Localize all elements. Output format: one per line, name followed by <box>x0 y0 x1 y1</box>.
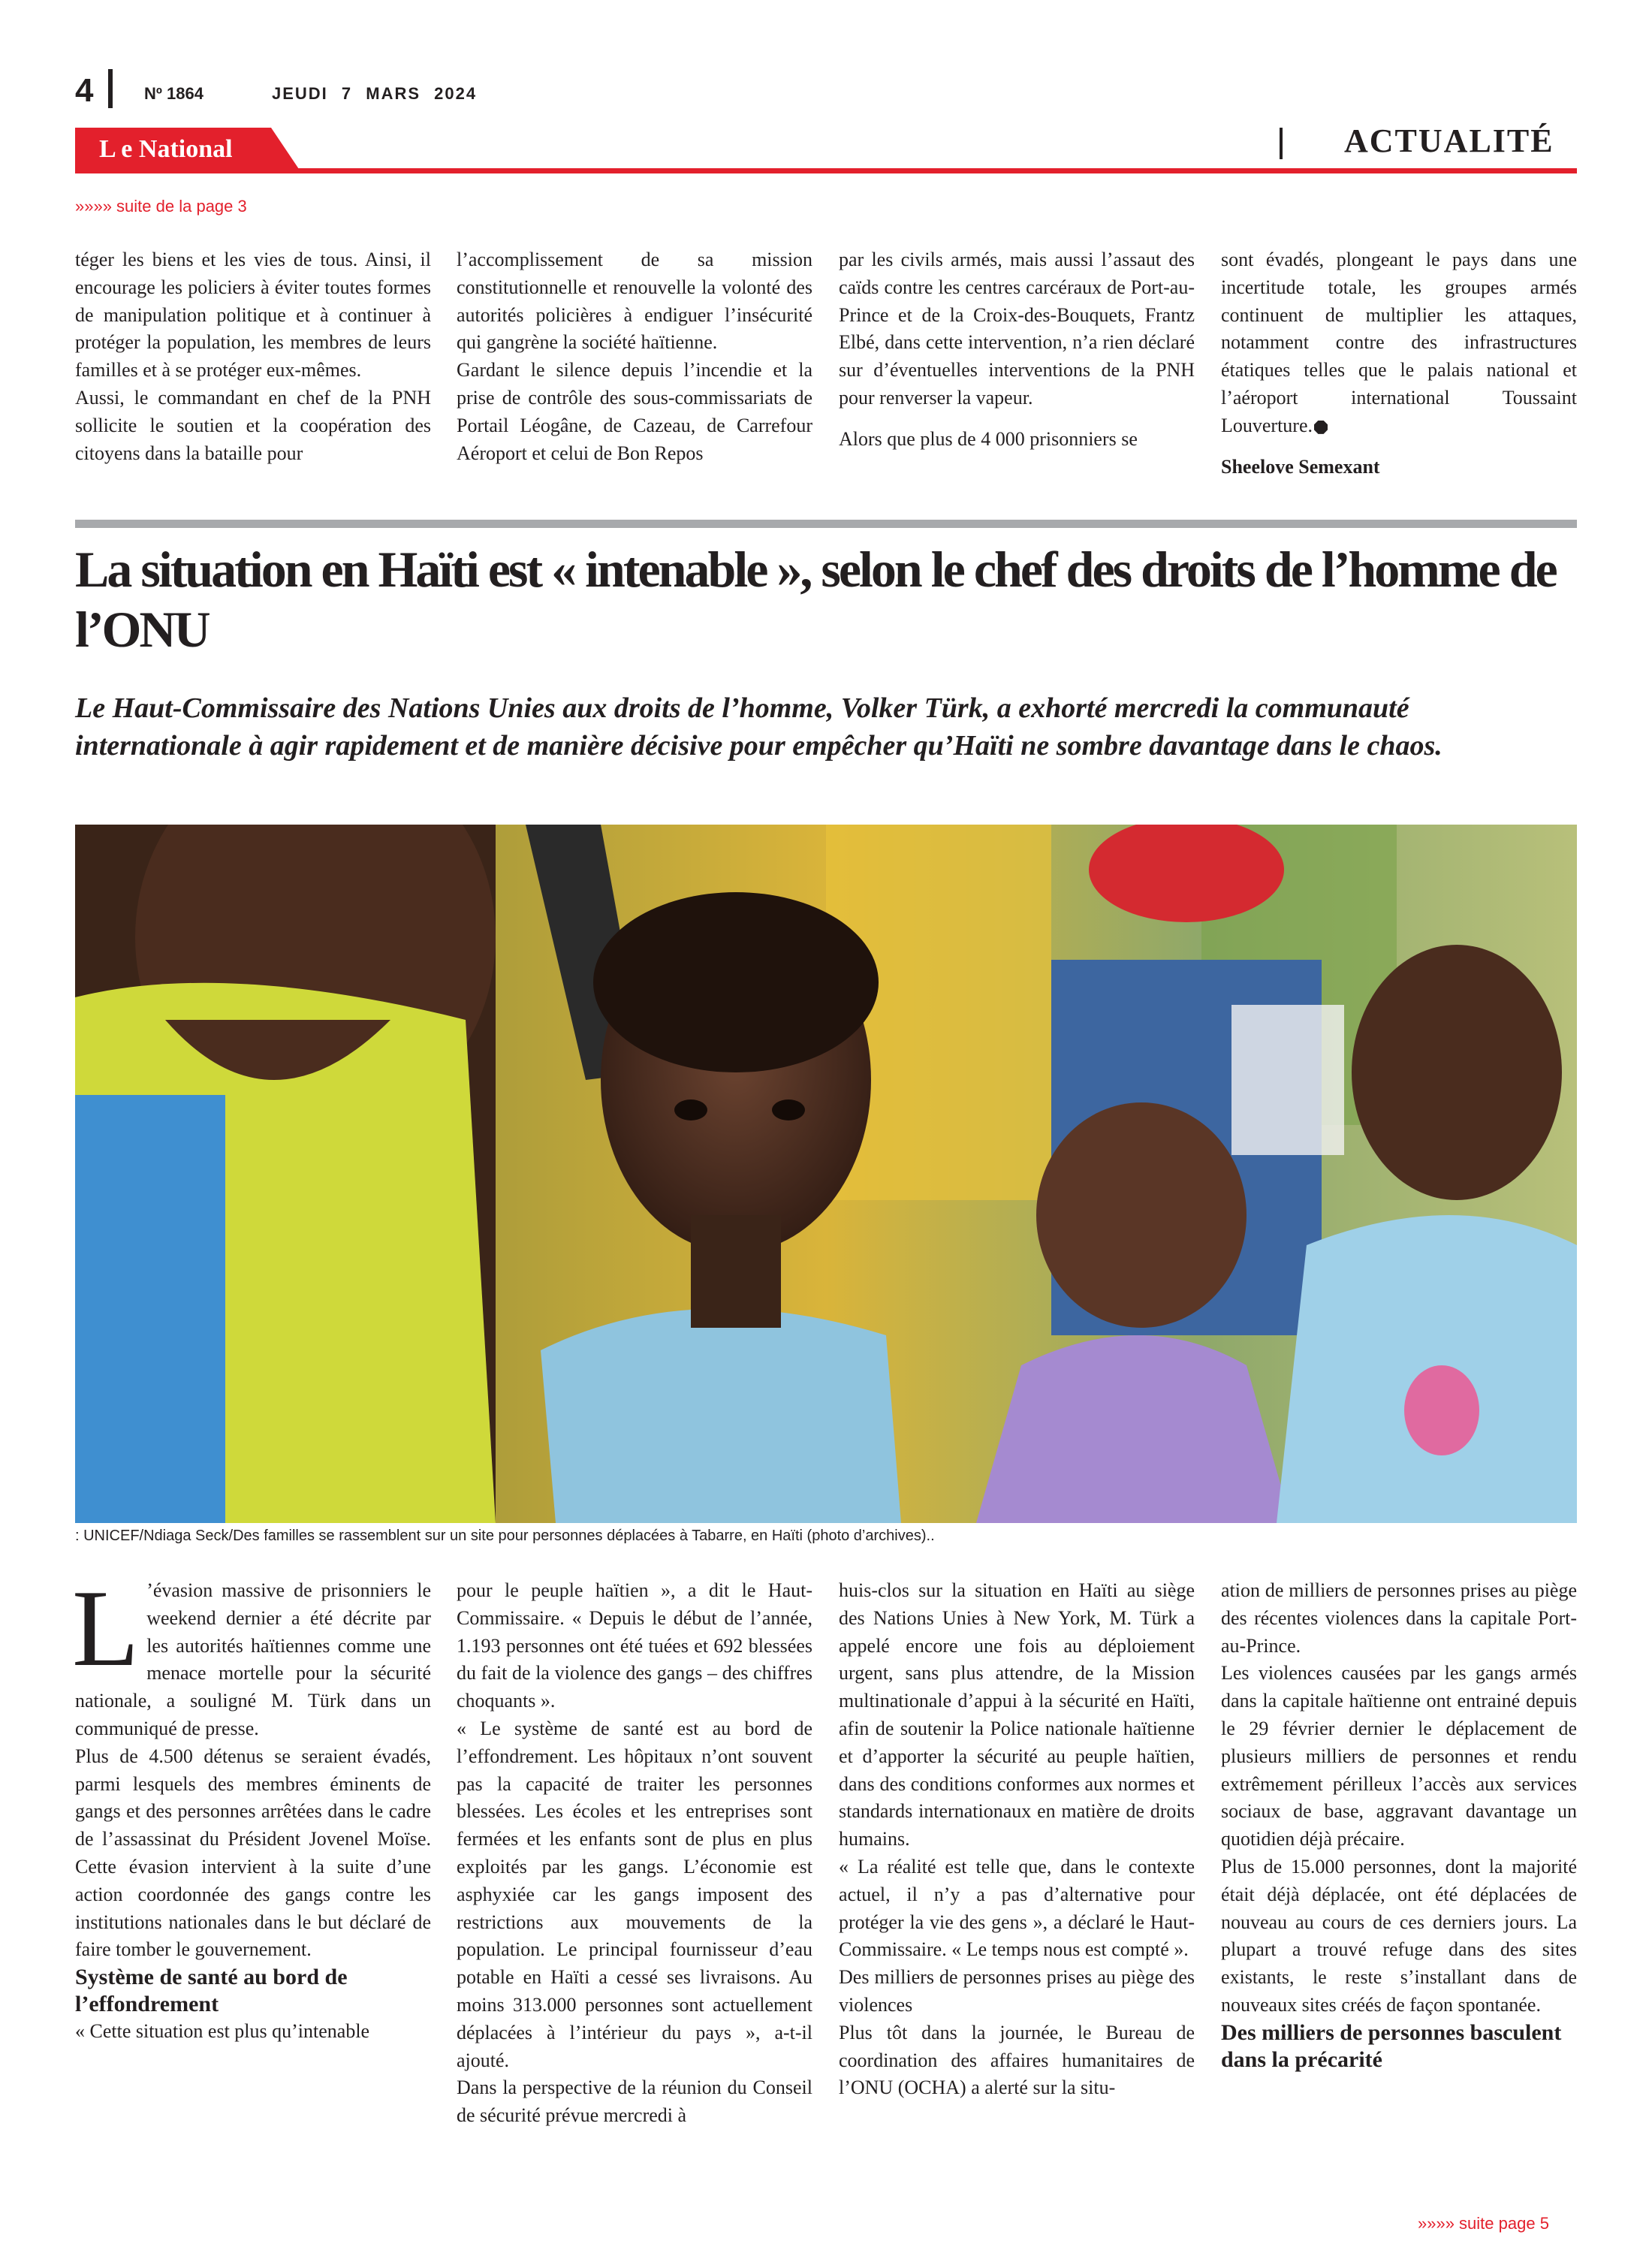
prev-article-column-4 <box>1221 246 1577 481</box>
paragraph: téger les biens et les vies de tous. Ainsi, il encourage les policiers à éviter toutes formes de manipulation politique et à continuer à protéger la population, les membres de leurs familles et à se protéger eux-mêmes. <box>75 249 431 382</box>
drop-cap: L <box>72 1567 140 1689</box>
article-lead: Le Haut-Commissaire des Nations Unies aux droits de l’homme, Volker Türk, a exhorté mercredi la communauté internationale à agir rapidement et de manière décisive pour empêcher qu’Haïti ne sombre davantage dans le chaos. <box>75 692 1442 762</box>
issue-date: JEUDI 7 MARS 2024 <box>272 84 478 103</box>
article-column-1 <box>72 1567 431 2046</box>
paragraph: Plus de 4.500 détenus se seraient évadés, parmi lesquels des membres éminents de gangs et des personnes arrêtées dans le cadre de l’assassinat du Président Jovenel Moïse. Cette évasion intervient à la suite d’une action coordonnée des gangs contre les institutions nationales dans le but déclaré de faire tomber le gouvernement. <box>75 1745 431 1961</box>
photo-caption: : UNICEF/Ndiaga Seck/Des familles se rassemblent sur un site pour personnes déplacées à Tabarre, en Haïti (photo d’archives).. <box>75 1528 935 1544</box>
paragraph: l’accomplissement de sa mission constitutionnelle et renouvelle la volonté des autorités policières à endiguer l’insécurité qui gangrène la société haïtienne. <box>457 249 812 354</box>
paragraph: Aussi, le commandant en chef de la PNH sollicite le soutien et la coopération des citoyens dans la bataille pour <box>75 386 431 464</box>
subheading: Système de santé au bord de l’effondrement <box>75 1965 348 2017</box>
paragraph: Des milliers de personnes prises au piège des violences <box>839 1966 1195 2016</box>
author-byline: Sheelove Semexant <box>1221 455 1380 478</box>
paragraph: par les civils armés, mais aussi l’assaut des caïds contre les centres carcéraux de Port-au-Prince et de la Croix-des-Bouquets, Frantz Elbé, dans cette intervention, n’a rien déclaré sur d’éventuelles interventions de la PNH pour renverser la vapeur. <box>839 249 1195 409</box>
subheading: Des milliers de personnes basculent dans la précarité <box>1221 2019 1562 2072</box>
paragraph: ation de milliers de personnes prises au piège des récentes violences dans la capitale Port-au-Prince. <box>1221 1579 1577 1657</box>
paragraph: Alors que plus de 4 000 prisonniers se <box>839 427 1138 450</box>
prev-article-column-3 <box>839 246 1195 454</box>
issue-number: Nº 1864 <box>144 84 203 103</box>
continued-from-link[interactable]: »»»» suite de la page 3 <box>75 197 247 216</box>
paragraph: L ’évasion massive de prisonniers le weekend dernier a été décrite par les autorités haïtiennes comme une menace mortelle pour la sécurité nationale, a souligné M. Türk dans un communiqué de presse. <box>72 1567 431 1739</box>
article-column-3 <box>839 1577 1195 2102</box>
page-number: 4 <box>75 72 94 109</box>
article-headline: La situation en Haïti est « intenable », selon le chef des droits de l’homme de l’ONU <box>75 541 1556 658</box>
paragraph: Plus de 15.000 personnes, dont la majorité était déjà déplacée, ont été déplacées de nouveau au cours de ces derniers jours. La plupart a trouvé refuge dans des sites existants, le reste s’installant dans de nouveaux sites créés de façon spontanée. <box>1221 1855 1577 2016</box>
paragraph: pour le peuple haïtien », a dit le Haut-Commissaire. « Depuis le début de l’année, 1.193 personnes ont été tuées et 692 blessées du fait de la violence des gangs – des chiffres choquants ». <box>457 1579 812 1712</box>
prev-article-column-2 <box>457 246 812 467</box>
paragraph: « Cette situation est plus qu’intenable <box>75 2020 370 2043</box>
header-red-rule <box>75 168 1577 173</box>
paragraph: huis-clos sur la situation en Haïti au siège des Nations Unies à New York, M. Türk a appelé encore une fois au déploiement urgent, sans plus attendre, de la Mission multinationale d’appui à la sécurité en Haïti, afin de soutenir la Police nationale haïtienne et d’apporter la sécurité au peuple haïtien, dans des conditions conformes aux normes et standards internationaux en matière de droits humains. <box>839 1579 1195 1850</box>
photo-illustration <box>75 825 1577 1523</box>
continued-to-link[interactable]: »»»» suite page 5 <box>1418 2214 1549 2233</box>
paragraph: « Le système de santé est au bord de l’effondrement. Les hôpitaux n’ont souvent pas la capacité de traiter les personnes blessées. Les écoles et les entreprises sont fermées et les enfants sont de plus en plus exploités par les gangs. L’économie est asphyxiée car les gangs imposent des restrictions aux mouvements de la population. Le principal fournisseur d’eau potable en Haïti a cessé ses livraisons. Au moins 313.000 personnes sont actuellement déplacées à l’intérieur du pays », a-t-il ajouté. <box>457 1717 812 2071</box>
page-number-divider <box>108 69 113 108</box>
article-separator <box>75 520 1577 528</box>
paragraph: Plus tôt dans la journée, le Bureau de coordination des affaires humanitaires de l’ONU (OCHA) a alerté sur la situ- <box>839 2021 1195 2099</box>
newspaper-logo-text: L e National <box>99 135 233 163</box>
paragraph: sont évadés, plongeant le pays dans une incertitude totale, les groupes armés continuent de multiplier les attaques, notamment contre des infrastructures étatiques telles que le palais national et l’aéroport international Toussaint Louverture. <box>1221 249 1577 436</box>
section-divider <box>1280 128 1283 159</box>
section-title: ACTUALITÉ <box>1344 122 1554 159</box>
article-photo <box>75 825 1577 1523</box>
prev-article-column-1 <box>75 246 431 467</box>
end-of-article-icon <box>1314 421 1328 434</box>
paragraph: Gardant le silence depuis l’incendie et la prise de contrôle des sous-commissariats de Portail Léogâne, de Cazeau, de Carrefour Aéroport et celui de Bon Repos <box>457 359 812 464</box>
article-column-2 <box>457 1577 812 2130</box>
paragraph: « La réalité est telle que, dans le contexte actuel, il n’y a pas d’alternative pour protéger la vie des gens », a déclaré le Haut-Commissaire. « Le temps nous est compté ». <box>839 1855 1195 1961</box>
paragraph: Les violences causées par les gangs armés dans la capitale haïtienne ont entrainé depuis le 29 février dernier le déplacement de plusieurs milliers de personnes et rendu extrêmement périlleux l’accès aux services sociaux de base, aggravant davantage un quotidien déjà précaire. <box>1221 1662 1577 1850</box>
article-column-4 <box>1221 1577 1577 2074</box>
paragraph: Dans la perspective de la réunion du Conseil de sécurité prévue mercredi à <box>457 2077 812 2127</box>
